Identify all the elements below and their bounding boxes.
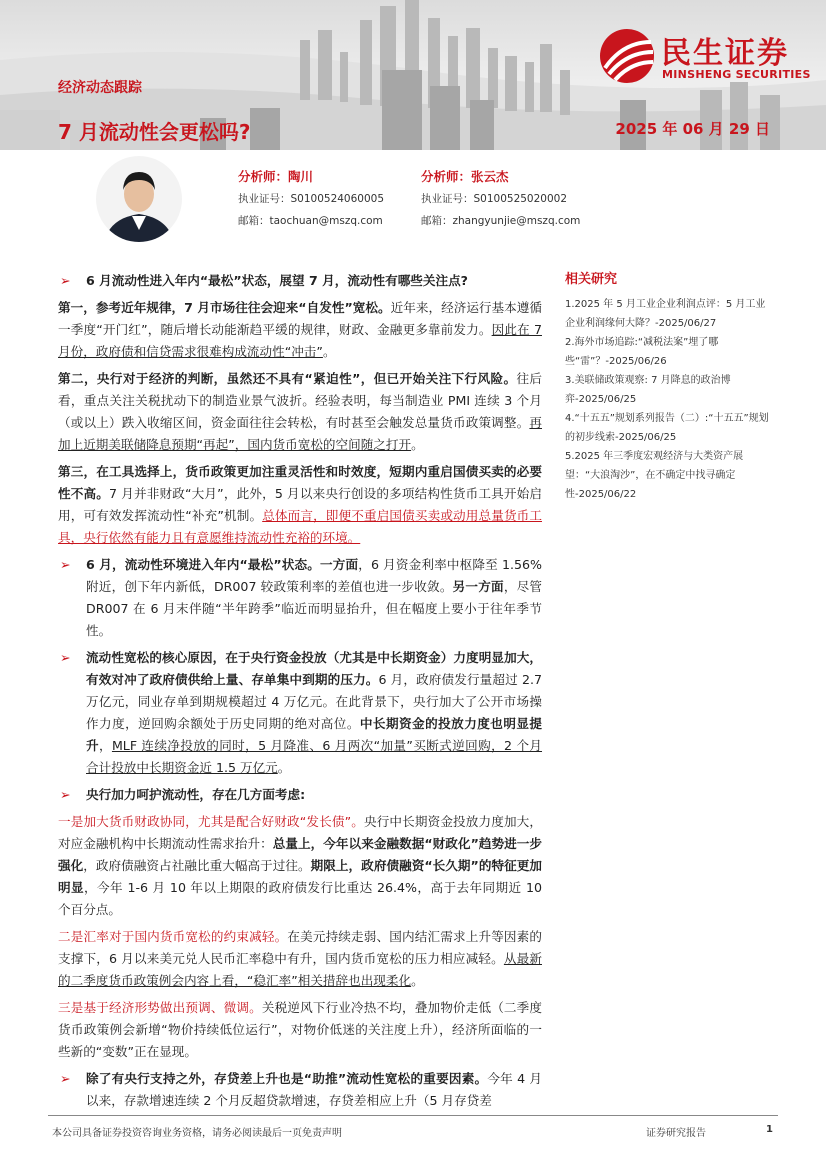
document-title: 7 月流动性会更松吗? (58, 120, 251, 144)
paragraph-end: 。 (322, 344, 336, 359)
related-research-item[interactable]: 5.2025 年三季度宏观经济与大类资产展望：“大浪淘沙”，在不确定中找寻确定性-2025/06/22 (565, 451, 744, 500)
paragraph-highlight: 三是基于经济形势做出预调、微调。 (58, 1000, 262, 1015)
key-point-5 (58, 1068, 542, 1112)
paragraph-reason-1 (58, 811, 542, 921)
footer-divider (48, 1115, 778, 1116)
arrow-bullet-icon: ➢ (60, 787, 71, 802)
key-point-end: 。 (277, 760, 291, 775)
key-point-lead: 6 月，流动性环境进入年内“最松”状态。 (86, 557, 321, 572)
key-point-2 (58, 554, 542, 642)
paragraph-text: ，政府债融资占社融比重大幅高于过往。 (83, 858, 311, 873)
related-research-title: 相关研究 (565, 272, 618, 287)
paragraph-text: 近年来，经济运行基本遵循一季度“开门红”，随后增长动能渐趋平缓的规律，财政、金融更多靠前发力。 (58, 300, 543, 337)
paragraph-third (58, 461, 542, 549)
key-point-emphasis: 另一方面 (452, 579, 504, 594)
key-point-text: ，6 月资金利率中枢降至 1.56%附近，创下年内新低，DR007 较政策利率的差值也进一步收敛。 (86, 557, 543, 594)
analyst-1 (238, 166, 384, 232)
page-number: 1 (766, 1124, 773, 1135)
paragraph-reason-3 (58, 997, 542, 1063)
key-point-text: 6 月，政府债发行量超过 2.7 万亿元，同业存单到期规模超过 4 万亿元。在此背景下，央行加大了公开市场操作力度，逆回购余额处于历史同期的绝对高位。 (86, 672, 542, 731)
paragraph-highlight: 总体而言，即便不重启国债买卖或动用总量货币工具，央行依然有能力且有意愿维持流动性充裕的环境。 (58, 508, 542, 545)
analyst-label: 分析师： (421, 169, 472, 184)
analyst-name: 陶川 (288, 169, 314, 184)
paragraph-lead: 第一，参考近年规律，7 月市场往往会迎来“自发性”宽松。 (58, 300, 391, 315)
key-point-text: ， (98, 738, 112, 753)
related-research-item[interactable]: 2.海外市场追踪:“减税法案”埋了哪些“雷”？-2025/06/26 (565, 337, 719, 367)
related-research-item[interactable]: 3.美联储政策观察: 7 月降息的政治博弈-2025/06/25 (565, 375, 731, 405)
key-point-text: 央行加力呵护流动性，存在几方面考虑: (86, 787, 306, 802)
key-point-emphasis: 中长期资金的投放力度也明显提升 (86, 716, 543, 753)
key-point-lead: 流动性宽松的核心原因，在于央行资金投放（尤其是中长期资金）力度明显加大，有效对冲了政府债供给上量、存单集中到期的压力。 (86, 650, 542, 687)
paragraph-underlined: 再加上近期美联储降息预期“再起”，国内货币宽松的空间随之打开 (58, 415, 542, 452)
analyst-2 (421, 166, 580, 232)
paragraph-end: 。 (411, 437, 424, 452)
cert-label: 执业证号： (421, 193, 474, 205)
paragraph-highlight: 二是汇率对于国内货币宽松的约束减轻。 (58, 929, 288, 944)
arrow-bullet-icon: ➢ (60, 557, 71, 572)
paragraph-text: 在美元持续走弱、国内结汇需求上升等因素的支撑下，6 月以来美元兑人民币汇率稳中有升，国内货币宽松的压力相应减轻。 (58, 929, 543, 966)
cert-number: S0100525020002 (473, 193, 568, 205)
logo-english-name: MINSHENG SECURITIES (662, 68, 811, 81)
analyst-photo (96, 156, 182, 242)
paragraph-text: ，今年 1-6 月 10 年以上期限的政府债发行比重达 26.4%，高于去年同期近 10 个百分点。 (58, 880, 542, 917)
key-point-1 (58, 270, 542, 292)
footer-report-type: 证券研究报告 (646, 1128, 706, 1139)
analyst-label: 分析师： (238, 169, 289, 184)
paragraph-highlight: 一是加大货币财政协同，尤其是配合好财政“发长债”。 (58, 814, 364, 829)
analyst-email[interactable]: taochuan@mszq.com (269, 215, 383, 227)
paragraph-underlined: 因此在 7 月份，政府债和信贷需求很难构成流动性“冲击” (58, 322, 542, 359)
paragraph-underlined: 从最新的二季度货币政策例会内容上看，“稳汇率”相关措辞也出现柔化 (58, 951, 542, 988)
footer-disclaimer: 本公司具备证券投资咨询业务资格，请务必阅读最后一页免责声明 (52, 1128, 342, 1139)
paragraph-text: 央行中长期资金投放力度加大，对应金融机构中长期流动性需求抬升： (58, 814, 542, 851)
related-research-sidebar (565, 268, 775, 504)
key-point-text: 6 月流动性进入年内“最松”状态，展望 7 月，流动性有哪些关注点? (86, 273, 468, 288)
email-label: 邮箱： (421, 215, 453, 227)
key-point-text: ，尽管 DR007 在 6 月末伴随“半年跨季”临近而明显抬升，但在幅度上要小于往年季节性。 (86, 579, 542, 638)
main-content (58, 270, 542, 1117)
key-point-lead: 除了有央行支持之外，存贷差上升也是“助推”流动性宽松的重要因素。 (86, 1071, 488, 1086)
paragraph-lead: 第三，在工具选择上，货币政策更加注重灵活性和时效度，短期内重启国债买卖的必要性不高。 (58, 464, 542, 501)
minsheng-logo-icon (599, 28, 655, 84)
key-point-3 (58, 647, 542, 779)
logo-chinese-name: 民生证券 (661, 36, 789, 71)
document-type: 经济动态跟踪 (58, 80, 142, 96)
related-research-item[interactable]: 1.2025 年 5 月工业企业利润点评：5 月工业企业利润缘何大降？-2025/06/27 (565, 299, 766, 329)
minsheng-logo (599, 26, 811, 88)
paragraph-emphasis: 期限上，政府债融资“长久期”的特征更加明显 (58, 858, 542, 895)
document-date: 2025 年 06 月 29 日 (615, 120, 770, 138)
arrow-bullet-icon: ➢ (60, 650, 71, 665)
paragraph-emphasis: 总量上，今年以来金融数据“财政化”趋势进一步强化 (58, 836, 543, 873)
paragraph-text: 7 月并非财政“大月”，此外，5 月以来央行创设的多项结构性货币工具开始启用，可有效发挥流动性“补充”机制。 (58, 486, 542, 523)
analyst-name: 张云杰 (471, 169, 509, 184)
arrow-bullet-icon: ➢ (60, 273, 71, 288)
paragraph-text: 关税逆风下行业冷热不均，叠加物价走低（二季度货币政策例会新增“物价持续低位运行”，对物价低迷的关注度上升），经济所面临的一些新的“变数”正在显现。 (58, 1000, 543, 1059)
key-point-4 (58, 784, 542, 806)
cert-number: S0100524060005 (290, 193, 385, 205)
email-label: 邮箱： (238, 215, 270, 227)
related-research-item[interactable]: 4.“十五五”规划系列报告（二）:“十五五”规划的初步线索-2025/06/25 (565, 413, 769, 443)
key-point-underlined: MLF 连续净投放的同时，5 月降准、6 月两次“加量”买断式逆回购，2 个月合计投放中长期资金近 1.5 万亿元 (86, 738, 543, 775)
paragraph-first (58, 297, 542, 363)
cert-label: 执业证号： (238, 193, 291, 205)
paragraph-second (58, 368, 542, 456)
paragraph-reason-2 (58, 926, 542, 992)
paragraph-text: 往后看，重点关注关税扰动下的制造业景气波折。经验表明，每当制造业 PMI 连续 3 个月（或以上）跌入收缩区间，资金面往往会转松，有时甚至会触发总量货币政策调整。 (58, 371, 543, 430)
paragraph-end: 。 (411, 973, 424, 988)
key-point-text: 今年 4 月以来，存款增速连续 2 个月反超贷款增速，存贷差相应上升（5 月存贷差 (86, 1071, 542, 1108)
arrow-bullet-icon: ➢ (60, 1071, 71, 1086)
paragraph-lead: 第二，央行对于经济的判断，虽然还不具有“紧迫性”，但已开始关注下行风险。 (58, 371, 517, 386)
analyst-email[interactable]: zhangyunjie@mszq.com (452, 215, 581, 227)
key-point-emphasis: 一方面 (320, 557, 359, 572)
